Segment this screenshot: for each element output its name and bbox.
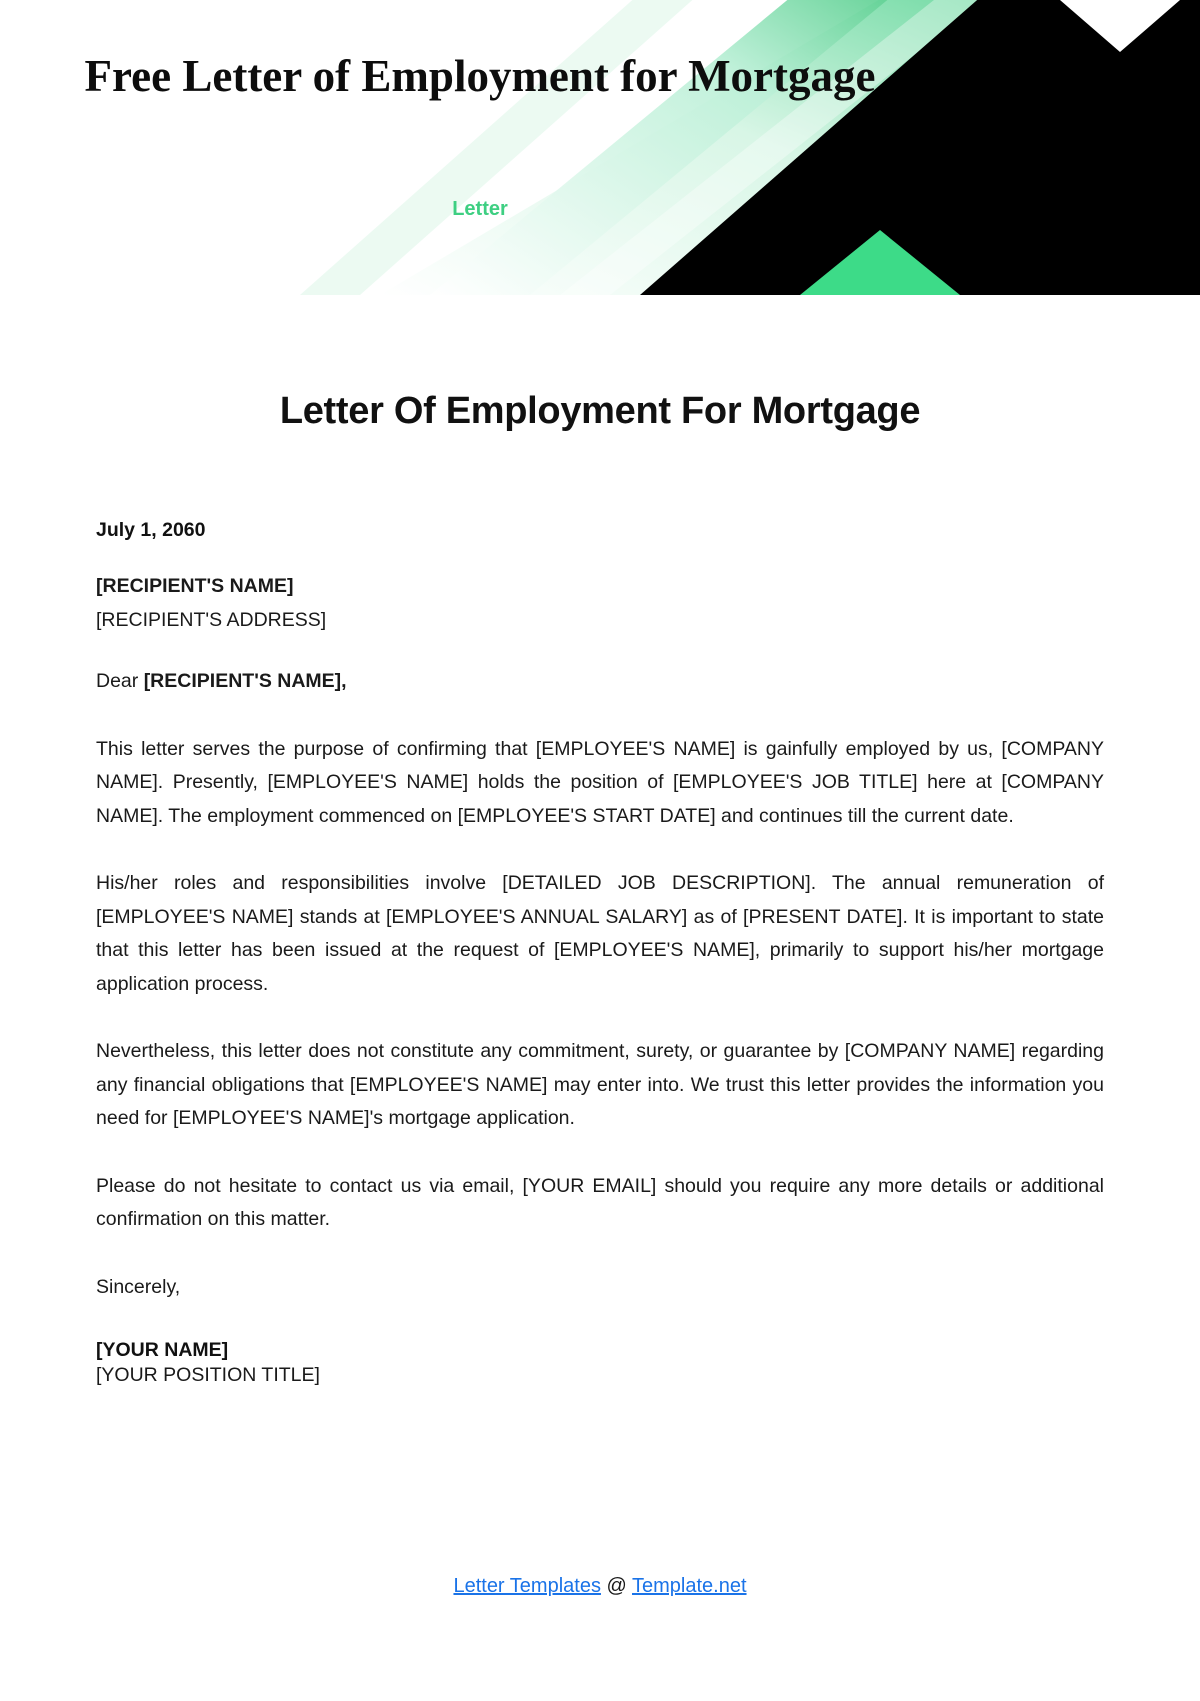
banner-title: Free Letter of Employment for Mortgage [84, 51, 876, 101]
letter-date: July 1, 2060 [96, 519, 206, 541]
paragraph-1: This letter serves the purpose of confirming that [EMPLOYEE'S NAME] is gainfully employed by us, [COMPANY NAME]. Presently, [EMPLOYEE'S NAME] holds the position of [EMPLOYEE'S JOB TITLE] here at [COMPANY NAME]. The employment commenced on [EMPLOYEE'S START DATE] and continues till the current date. [96, 737, 1104, 827]
closing: Sincerely, [96, 1275, 181, 1298]
recipient-block [96, 570, 1104, 637]
footer [0, 1575, 1200, 1598]
sender-name: [YOUR NAME] [96, 1338, 229, 1361]
banner-subtitle: Letter [452, 198, 508, 220]
letter-templates-link[interactable]: Letter Templates [453, 1575, 601, 1597]
template-net-link[interactable]: Template.net [632, 1575, 747, 1597]
paragraph-4: Please do not hesitate to contact us via email, [YOUR EMAIL] should you require any more details or additional confirmation on this matter. [96, 1174, 1104, 1231]
banner [0, 0, 1200, 295]
salutation [96, 665, 1104, 699]
document-body [0, 295, 1200, 1387]
sender-title: [YOUR POSITION TITLE] [96, 1363, 320, 1386]
salutation-prefix: Dear [96, 670, 144, 693]
recipient-name: [RECIPIENT'S NAME] [96, 575, 294, 597]
paragraph-2: His/her roles and responsibilities involve [DETAILED JOB DESCRIPTION]. The annual remuneration of [EMPLOYEE'S NAME] stands at [EMPLOYEE'S ANNUAL SALARY] as of [PRESENT DATE]. It is important to state that this letter has been issued at the request of [EMPLOYEE'S NAME], primarily to support his/her mortgage application process. [96, 872, 1104, 995]
page-title: Letter Of Employment For Mortgage [279, 390, 921, 432]
banner-decoration [0, 0, 1200, 295]
recipient-address: [RECIPIENT'S ADDRESS] [96, 608, 327, 631]
paragraph-3: Nevertheless, this letter does not constitute any commitment, surety, or guarantee by [COMPANY NAME] regarding any financial obligations that [EMPLOYEE'S NAME] may enter into. We trust this letter provides the information you need for [EMPLOYEE'S NAME]'s mortgage application. [96, 1040, 1104, 1130]
salutation-name: [RECIPIENT'S NAME], [143, 670, 347, 693]
footer-separator: @ [600, 1575, 633, 1597]
